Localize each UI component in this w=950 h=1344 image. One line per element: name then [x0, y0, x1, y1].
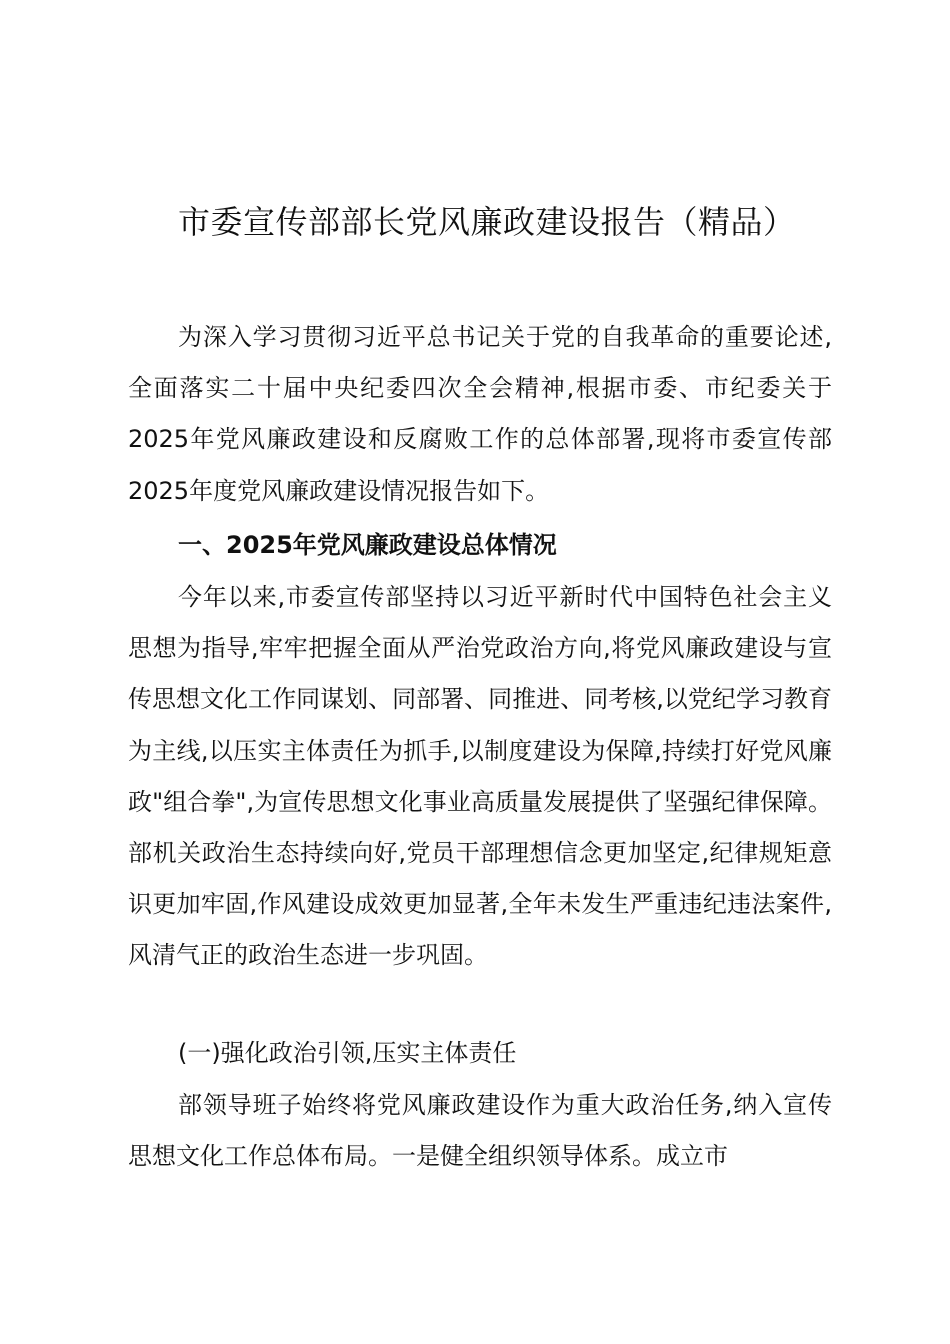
section-heading-1: 一、2025年党风廉政建设总体情况	[178, 531, 557, 559]
subsection-heading-1: (一)强化政治引领,压实主体责任	[178, 1039, 517, 1067]
section-1-paragraph: 今年以来,市委宣传部坚持以习近平新时代中国特色社会主义思想为指导,牢牢把握全面从严治党政治方向,将党风廉政建设与宣传思想文化工作同谋划、同部署、同推进、同考核,以党纪学习教育为主线,以压实主体责任为抓手,以制度建设为保障,持续打好党风廉政"组合拳",为宣传思想文化事业高质量发展提供了坚强纪律保障。部机关政治生态持续向好,党员干部理想信念更加坚定,纪律规矩意识更加牢固,作风建设成效更加显著,全年未发生严重违纪违法案件,风清气正的政治生态进一步巩固。	[128, 583, 832, 970]
intro-paragraph: 为深入学习贯彻习近平总书记关于党的自我革命的重要论述,全面落实二十届中央纪委四次全会精神,根据市委、市纪委关于2025年党风廉政建设和反腐败工作的总体部署,现将市委宣传部2025年度党风廉政建设情况报告如下。	[128, 323, 832, 505]
document-title: 市委宣传部部长党风廉政建设报告（精品）	[178, 203, 796, 241]
subsection-1-paragraph: 部领导班子始终将党风廉政建设作为重大政治任务,纳入宣传思想文化工作总体布局。一是健全组织领导体系。成立市	[128, 1091, 832, 1171]
